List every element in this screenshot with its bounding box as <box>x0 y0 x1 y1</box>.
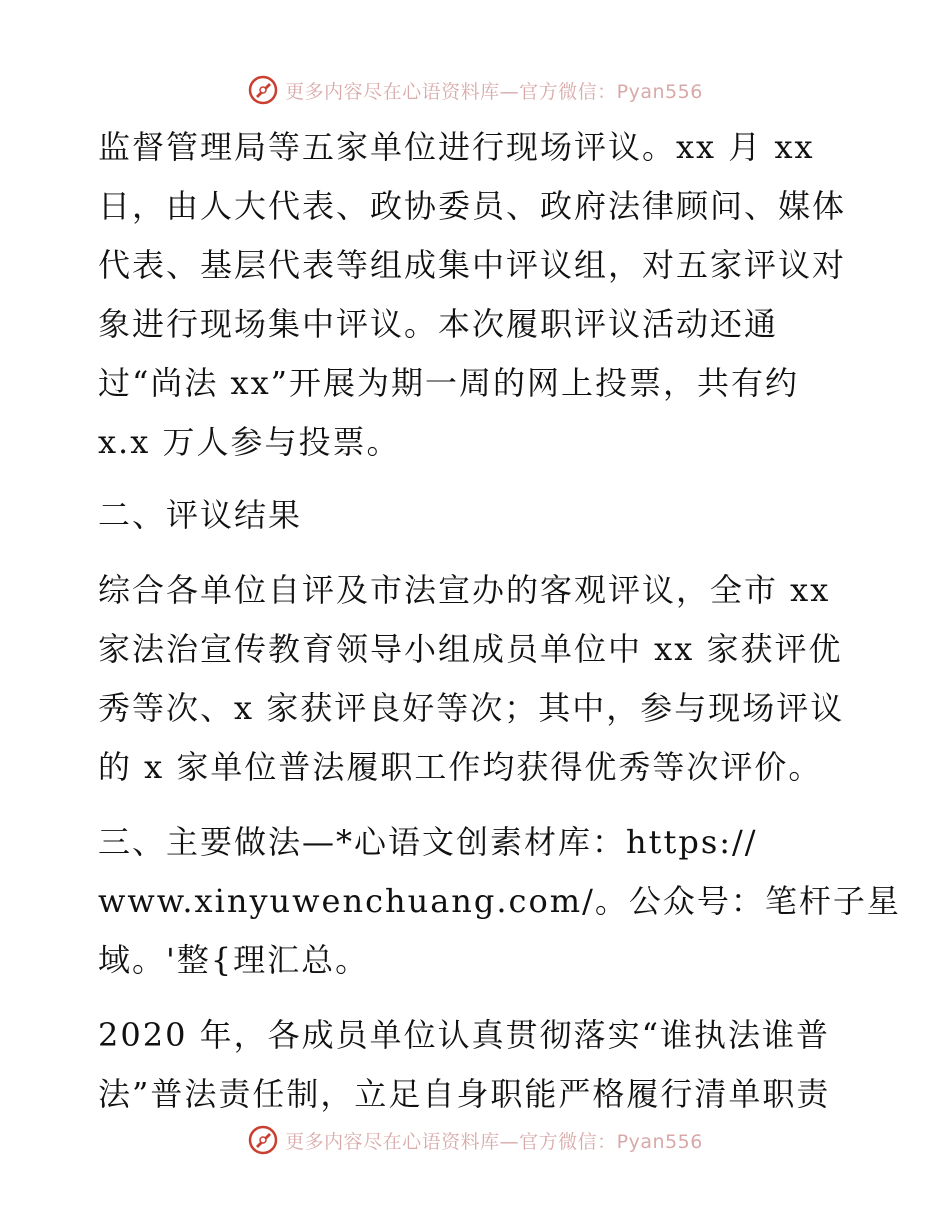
document-body <box>98 118 901 1124</box>
footer-watermark <box>0 1120 950 1160</box>
text-line: 代表、基层代表等组成集中评议组，对五家评议对 <box>98 246 847 284</box>
text-line: 过“尚法 xx”开展为期一周的网上投票，共有约 <box>98 364 799 402</box>
quill-logo-icon <box>247 1124 279 1156</box>
quill-logo-icon <box>247 74 279 106</box>
text-line: 三、主要做法—*心语文创素材库：https:// <box>98 823 758 861</box>
text-line: 家法治宣传教育领导小组成员单位中 xx 家获评优 <box>98 630 843 668</box>
text-line: 法”普法责任制，立足自身职能严格履行清单职责 <box>98 1075 831 1113</box>
text-line: 日，由人大代表、政协委员、政府法律顾问、媒体 <box>98 187 847 225</box>
section-heading-practices <box>98 813 901 990</box>
paragraph-results <box>98 561 858 797</box>
text-line: 的 x 家单位普法履职工作均获得优秀等次评价。 <box>98 748 823 786</box>
text-line: 综合各单位自评及市法宣办的客观评议，全市 xx <box>98 571 831 609</box>
text-line: 象进行现场集中评议。本次履职评议活动还通 <box>98 305 779 343</box>
text-line: 监督管理局等五家单位进行现场评议。xx 月 xx <box>98 128 815 166</box>
paragraph-evaluation-process <box>98 118 858 472</box>
header-watermark-text: 更多内容尽在心语资料库—官方微信：Pyan556 <box>285 80 703 103</box>
footer-watermark-text: 更多内容尽在心语资料库—官方微信：Pyan556 <box>285 1130 703 1153</box>
text-line: 秀等次、x 家获评良好等次；其中，参与现场评议 <box>98 689 845 727</box>
text-line: x.x 万人参与投票。 <box>98 423 401 461</box>
text-line: 域。'整{理汇总。 <box>98 941 370 979</box>
text-line: 2020 年，各成员单位认真贯彻落实“谁执法谁普 <box>98 1016 830 1054</box>
paragraph-practices <box>98 1006 858 1124</box>
section-heading-results: 二、评议结果 <box>98 496 303 534</box>
text-line: www.xinyuwenchuang.com/。公众号：笔杆子星 <box>98 882 901 920</box>
header-watermark <box>0 70 950 110</box>
